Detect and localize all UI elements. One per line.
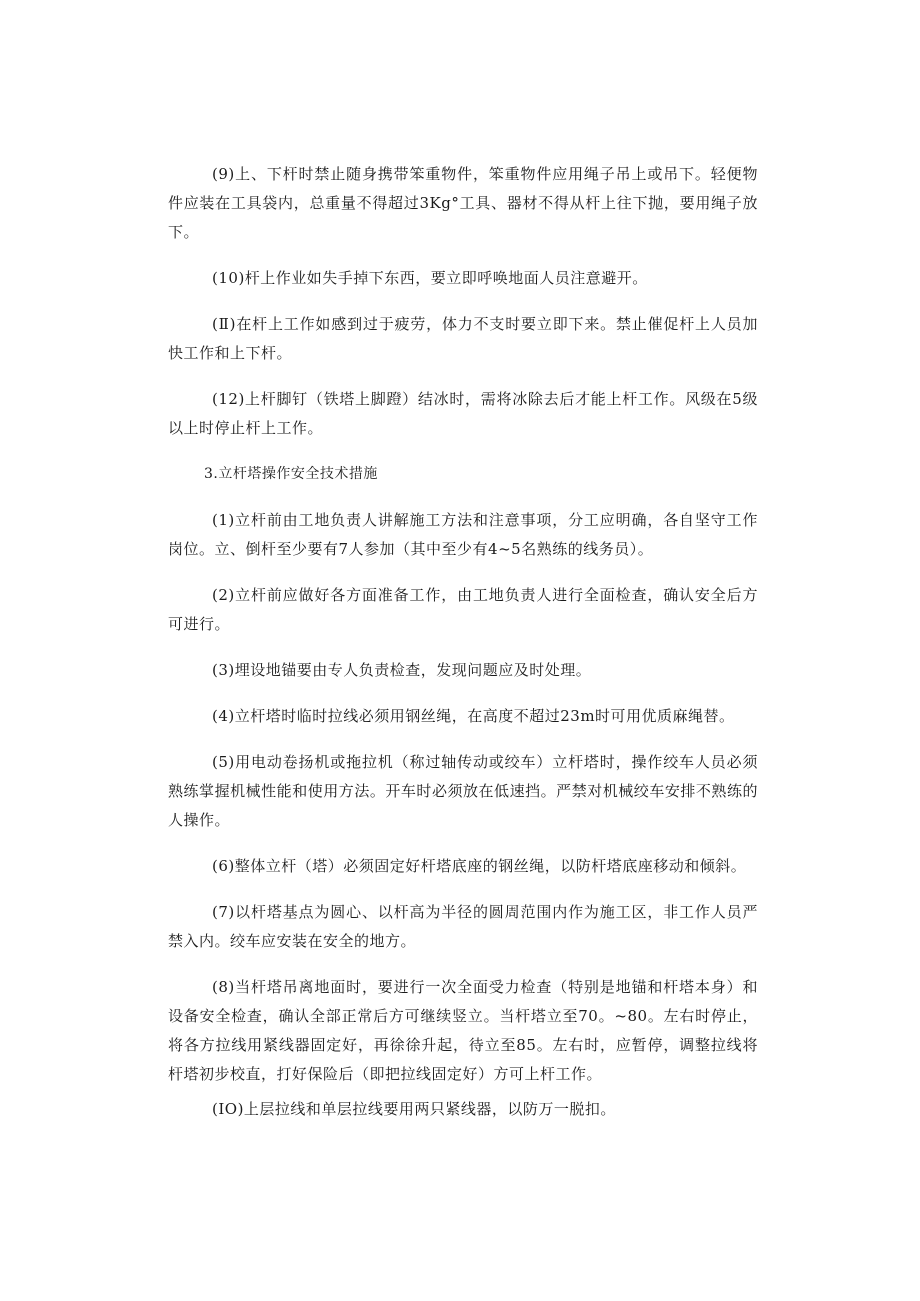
- paragraph-item-10: (10)杆上作业如失手掉下东西，要立即呼唤地面人员注意避开。: [212, 269, 648, 287]
- paragraph-item-6: (6)整体立杆（塔）必须固定好杆塔底座的钢丝绳，以防杆塔底座移动和倾斜。: [212, 857, 747, 875]
- paragraph-item-5: (5)用电动卷扬机或拖拉机（称过轴传动或绞车）立杆塔时，操作绞车人员必须熟练掌握机械性能和使用方法。开车时必须放在低速挡。严禁对机械绞车安排不熟练的人操作。: [168, 753, 758, 829]
- paragraph-item-11: (Ⅱ)在杆上工作如感到过于疲劳，体力不支时要立即下来。禁止催促杆上人员加快工作和上下杆。: [168, 315, 758, 362]
- document-body: [168, 160, 758, 1141]
- paragraph-item-4: (4)立杆塔时临时拉线必须用钢丝绳，在高度不超过23m时可用优质麻绳替。: [212, 707, 735, 725]
- paragraph-item-7: (7)以杆塔基点为圆心、以杆高为半径的圆周范围内作为施工区，非工作人员严禁入内。绞车应安装在安全的地方。: [168, 903, 758, 950]
- paragraph-item-1: (1)立杆前由工地负责人讲解施工方法和注意事项，分工应明确，各自坚守工作岗位。立、倒杆至少要有7人参加（其中至少有4~5名熟练的线务员）。: [168, 511, 758, 558]
- paragraph-item-8: (8)当杆塔吊离地面时，要进行一次全面受力检查（特别是地锚和杆塔本身）和设备安全检查，确认全部正常后方可继续竖立。当杆塔立至70。~80。左右时停止，将各方拉线用紧线器固定好，再徐徐升起，待立至85。左右时，应暂停，调整拉线将杆塔初步校直，打好保险后（即把拉线固定好）方可上杆工作。: [168, 978, 758, 1083]
- paragraph-item-12: (12)上杆脚钉（铁塔上脚蹬）结冰时，需将冰除去后才能上杆工作。风级在5级以上时停止杆上工作。: [168, 390, 758, 437]
- paragraph-item-2: (2)立杆前应做好各方面准备工作，由工地负责人进行全面检查，确认安全后方可进行。: [168, 586, 758, 633]
- paragraph-item-3: (3)埋设地锚要由专人负责检查，发现问题应及时处理。: [212, 661, 592, 679]
- paragraph-item-9: (9)上、下杆时禁止随身携带笨重物件，笨重物件应用绳子吊上或吊下。轻便物件应装在工具袋内，总重量不得超过3Kg°工具、器材不得从杆上往下抛，要用绳子放下。: [168, 165, 758, 241]
- section-heading: 3.立杆塔操作安全技术措施: [204, 466, 378, 482]
- paragraph-item-10b: (IO)上层拉线和单层拉线要用两只紧线器，以防万一脱扣。: [212, 1100, 616, 1118]
